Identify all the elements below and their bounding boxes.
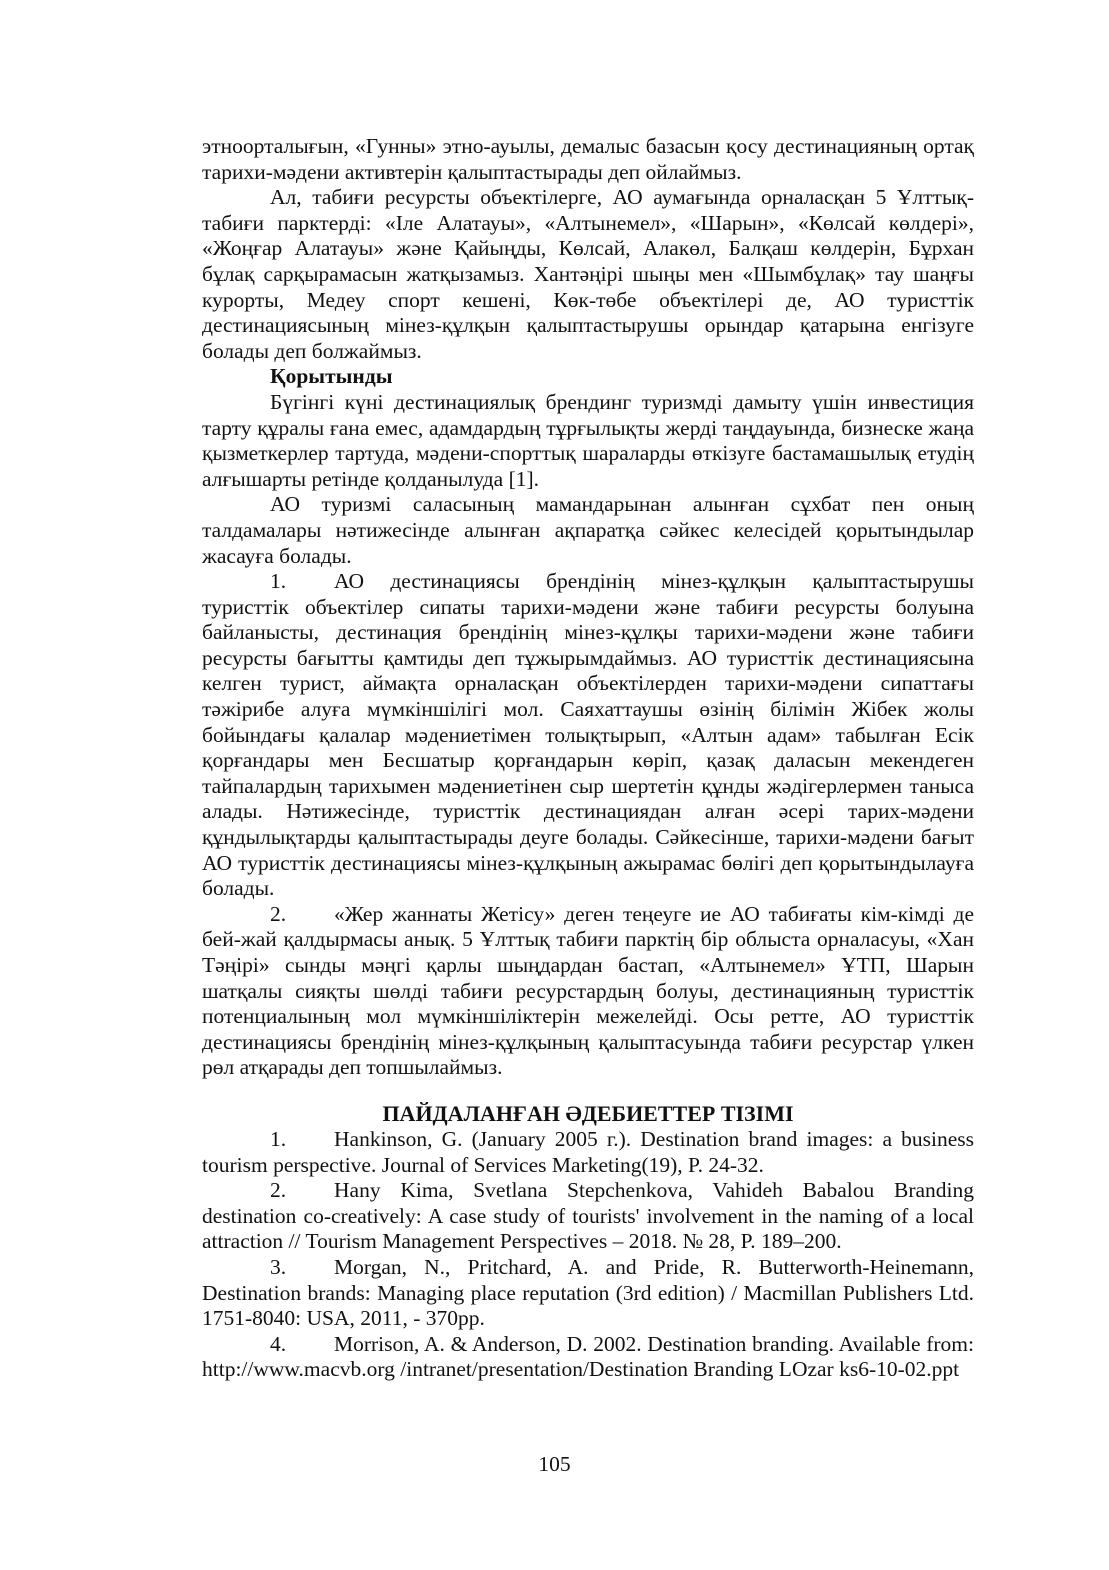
reference-item-3-text: Morgan, N., Pritchard, A. and Pride, R. Butterworth-Heinemann, Destination brands: Managing place reputation (3rd edition) / Macmillan Publishers Ltd. 1751-8040: USA, 2011, - 370pp.	[202, 1254, 974, 1331]
reference-item-1-text: Hankinson, G. (January 2005 г.). Destination brand images: a business tourism perspective. Journal of Services Marketing(19), P. 24-32.	[202, 1126, 974, 1177]
conclusion-item-2-text: «Жер жаннаты Жетісу» деген теңеуге ие АО табиғаты кім-кімді де бей-жай қалдырмасы анық. 5 Ұлттық табиғи парктің бір облыста орналасуы, «Хан Тәңірі» сынды мәңгі қарлы шыңдардан бастап, «Алтынемел» ҰТП, Шарын шатқалы сияқты шөлді табиғи ресурстардың болуы, дестинацияның туристтік потенциалының мол мүмкіншіліктерін межелейді. Осы ретте, АО туристтік дестинациясы брендінің мінез-құлқының қалыптасуында табиғи ресурстар үлкен рөл атқарады деп топшылаймыз.	[202, 901, 974, 1080]
reference-item-2	[202, 1178, 974, 1255]
body-paragraph-1: этноорталығын, «Гунны» этно-ауылы, демалыс базасын қосу дестинацияның ортақ тарихи-мәдени активтерін қалыптастырады деп ойлаймыз.	[202, 134, 974, 184]
conclusion-item-1	[202, 569, 974, 902]
conclusion-item-2-number: 2.	[270, 901, 287, 926]
conclusion-item-2	[202, 902, 974, 1081]
reference-item-3	[202, 1255, 974, 1332]
conclusion-item-1-number: 1.	[270, 569, 287, 594]
reference-item-4-text: Morrison, A. & Anderson, D. 2002. Destination branding. Available from: http://www.macvb.org /intranet/presentation/Destination Branding LOzar ks6-10-02.ppt	[202, 1331, 974, 1382]
reference-item-4	[202, 1332, 974, 1383]
references-title: ПАЙДАЛАНҒАН ӘДЕБИЕТТЕР ТІЗІМІ	[382, 1100, 794, 1126]
body-paragraph-2: Ал, табиғи ресурсты объектілерге, АО аумағында орналасқан 5 Ұлттық-табиғи парктерді: «Іле Алатауы», «Алтынемел», «Шарын», «Көлсай көлдері», «Жоңғар Алатауы» және Қайыңды, Көлсай, Алакөл, Балқаш көлдерін, Бұрхан бұлақ сарқырамасын жатқызамыз. Хантәңірі шыңы мен «Шымбұлақ» тау шаңғы курорты, Медеу спорт кешені, Көк-төбе объектілері де, АО туристтік дестинациясының мінез-құлқын қалыптастырушы орындар қатарына енгізуге болады деп болжаймыз.	[202, 185, 974, 363]
conclusion-heading: Қорытынды	[270, 364, 393, 389]
reference-item-3-number: 3.	[270, 1254, 287, 1279]
body-paragraph-4: АО туризмі саласының мамандарынан алынған сұхбат пен оның талдамалары нәтижесінде алынған ақпаратқа сәйкес келесідей қорытындылар жасауға болады.	[202, 492, 974, 568]
reference-item-4-number: 4.	[270, 1331, 287, 1356]
reference-item-2-number: 2.	[270, 1178, 287, 1203]
body-paragraph-3: Бүгінгі күні дестинациялық брендинг туризмді дамыту үшін инвестиция тарту құралы ғана емес, адамдардың тұрғылықты жерді таңдауында, бизнеске жаңа қызметкерлер тартуда, мәдени-спорттық шараларды өткізуге бастамашылық етудің алғышарты ретінде қолданылуда [1].	[202, 389, 974, 491]
reference-item-1-number: 1.	[270, 1126, 287, 1151]
reference-item-1	[202, 1127, 974, 1178]
reference-item-2-text: Hany Kima, Svetlana Stepchenkova, Vahideh Babalou Branding destination co-creatively: A case study of tourists' involvement in the naming of a local attraction // Tourism Management Perspectives – 2018. № 28, P. 189–200.	[202, 1178, 974, 1254]
conclusion-item-1-text: АО дестинациясы брендінің мінез-құлқын қалыптастырушы туристтік объектілер сипаты тарихи-мәдени және табиғи ресурсты болуына байланысты, дестинация брендінің мінез-құлқы тарихи-мәдени және табиғи ресурсты бағытты қамтиды деп тұжырымдаймыз. АО туристтік дестинациясына келген турист, аймақта орналасқан объектілерден тарихи-мәдени сипаттағы тәжірибе алуға мүмкіншілігі мол. Саяхаттаушы өзінің білімін Жібек жолы бойындағы қалалар мәдениетімен толықтырып, «Алтын адам» табылған Есік қорғандары мен Бесшатыр қорғандарын көріп, қазақ даласын мекендеген тайпалардың тарихымен мәдениетінен сыр шертетін құнды жәдігерлермен таныса алады. Нәтижесінде, туристтік дестинациядан алған әсері тарих-мәдени құндылықтарды қалыптастырады деуге болады. Сәйкесінше, тарихи-мәдени бағыт АО туристтік дестинациясы мінез-құлқының ажырамас бөлігі деп қорытындылауға болады.	[202, 569, 974, 901]
main-text-column	[202, 134, 974, 1383]
page-number: 105	[538, 1452, 571, 1476]
